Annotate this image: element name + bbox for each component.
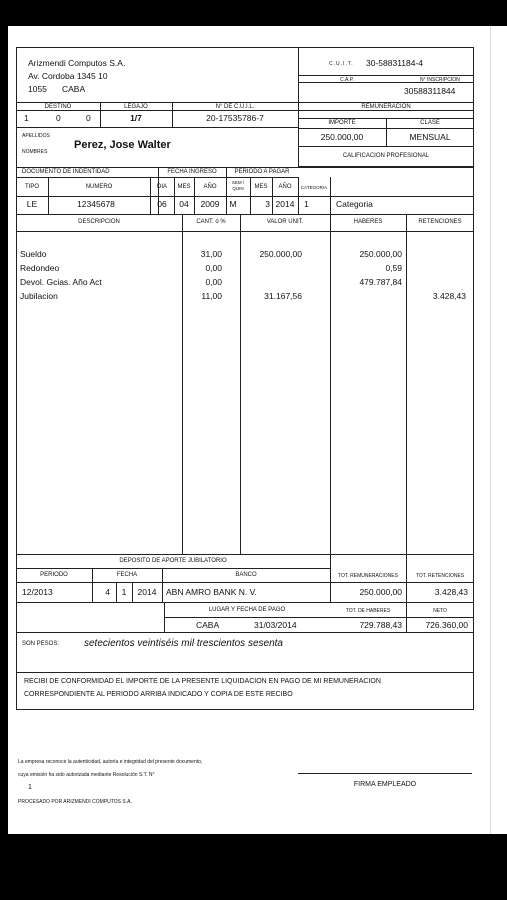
fecha-pago-value: 31/03/2014 bbox=[254, 620, 297, 630]
doc-numero-value: 12345678 bbox=[77, 199, 115, 209]
fecha-ingreso-label: FECHA INGRESO bbox=[167, 169, 217, 175]
descripcion-header: DESCRIPCION bbox=[78, 219, 120, 225]
item-retenciones: 3.428,43 bbox=[432, 291, 466, 301]
item-description: Jubilacion bbox=[20, 291, 58, 301]
item-description: Sueldo bbox=[20, 249, 47, 259]
doc-tipo-value: LE bbox=[26, 199, 38, 209]
employee-name: Perez, Jose Walter bbox=[74, 139, 171, 151]
apellidos-label: APELLIDOS bbox=[22, 133, 50, 139]
item-description: Devol. Gcias. Año Act bbox=[20, 277, 102, 287]
item-cant: 31,00 bbox=[200, 249, 222, 259]
adjacent-page-edge bbox=[490, 26, 507, 834]
numero-label: NUMERO bbox=[85, 184, 113, 190]
nombres-label: NOMBRES bbox=[22, 149, 48, 155]
footer-authenticity-note: La empresa reconoce la autenticidad, autoría e integridad del presente documento, bbox=[18, 759, 203, 765]
lugar-pago-value: CABA bbox=[196, 620, 220, 630]
receipt-line-1: RECIBI DE CONFORMIDAD EL IMPORTE DE LA PRESENTE LIQUIDACION EN PAGO DE MI REMUNERACION bbox=[24, 678, 381, 685]
company-name: Arizmendi Computos S.A. bbox=[28, 58, 126, 68]
importe-value: 250.000,00 bbox=[320, 132, 364, 142]
deposit-banco-value: ABN AMRO BANK N. V. bbox=[166, 587, 257, 597]
tot-retenciones-value: 3.428,43 bbox=[434, 587, 468, 597]
company-address: Av. Cordoba 1345 10 bbox=[28, 71, 108, 81]
sem-quin-label: SEM / QUIN bbox=[231, 180, 245, 191]
categoria-label: CATEGORIA bbox=[300, 185, 328, 190]
item-cant: 0,00 bbox=[205, 277, 222, 287]
cuil-value: 20-17535786-7 bbox=[206, 113, 264, 123]
neto-value: 726.360,00 bbox=[425, 620, 468, 630]
inscription-label: N° INSCRIPCION bbox=[420, 77, 460, 83]
deposit-mes-value: 1 bbox=[121, 587, 127, 597]
legajo-label: LEGAJO bbox=[124, 104, 148, 110]
deposito-title: DEPOSITO DE APORTE JUBILATORIO bbox=[119, 558, 227, 564]
item-valor-unit: 250.000,00 bbox=[259, 249, 302, 259]
item-description: Redondeo bbox=[20, 263, 60, 273]
deposit-periodo-value: 12/2013 bbox=[22, 587, 53, 597]
company-postal-code: 1055 bbox=[28, 84, 47, 94]
periodo-anio-value: 2014 bbox=[275, 199, 295, 209]
lugar-fecha-pago-label: LUGAR Y FECHA DE PAGO bbox=[208, 607, 286, 613]
processed-by-note: PROCESADO POR ARIZMENDI COMPUTOS S.A. bbox=[18, 799, 132, 805]
remuneracion-label: REMUNERACION bbox=[361, 104, 411, 110]
legajo-value: 1/7 bbox=[130, 113, 142, 123]
destino-value-3: 0 bbox=[86, 113, 91, 123]
ingreso-anio-value: 2009 bbox=[200, 199, 220, 209]
tot-haberes-label: TOT. DE HABERES bbox=[345, 608, 391, 614]
categoria-number: 1 bbox=[304, 199, 309, 209]
doc-identidad-label: DOCUMENTO DE INDENTIDAD bbox=[22, 169, 110, 175]
periodo-mes-value: 3 bbox=[265, 199, 270, 209]
item-haberes: 0,59 bbox=[385, 263, 402, 273]
dia-label: DIA bbox=[156, 184, 167, 190]
item-haberes: 479.787,84 bbox=[359, 277, 402, 287]
cap-label: C.A.P. bbox=[340, 77, 354, 83]
cuit-label: C.U.I.T. bbox=[329, 61, 354, 67]
tot-haberes-value: 729.788,43 bbox=[359, 620, 402, 630]
clase-value: MENSUAL bbox=[409, 132, 451, 142]
son-pesos-label: SON PESOS: bbox=[22, 641, 60, 647]
inscription-value: 30588311844 bbox=[404, 86, 456, 96]
destino-value-2: 0 bbox=[56, 113, 61, 123]
ingreso-mes-value: 04 bbox=[179, 199, 189, 209]
signature-line bbox=[298, 773, 472, 774]
tot-remuneraciones-value: 250.000,00 bbox=[359, 587, 402, 597]
calificacion-label: CALIFICACION PROFESIONAL bbox=[342, 153, 430, 159]
valor-unit-header: VALOR UNIT. bbox=[266, 219, 304, 225]
anio2-label: AÑO bbox=[278, 184, 292, 190]
deposit-dia-value: 4 bbox=[105, 587, 110, 597]
mes2-label: MES bbox=[254, 184, 268, 190]
destino-label: DESTINO bbox=[44, 104, 72, 110]
banco-label: BANCO bbox=[235, 572, 257, 578]
tipo-label: TIPO bbox=[24, 184, 39, 190]
fecha-deposit-label: FECHA bbox=[116, 572, 138, 578]
categoria-value: Categoria bbox=[336, 199, 373, 209]
footer-number: 1 bbox=[28, 784, 32, 791]
firma-empleado-label: FIRMA EMPLEADO bbox=[353, 781, 417, 788]
periodo-deposit-label: PERIODO bbox=[40, 572, 68, 578]
item-cant: 0,00 bbox=[205, 263, 222, 273]
tot-remuneraciones-label: TOT. REMUNERACIONES bbox=[338, 573, 398, 579]
item-haberes: 250.000,00 bbox=[359, 249, 402, 259]
neto-label: NETO bbox=[433, 608, 447, 614]
sem-quin-value: M bbox=[229, 199, 237, 209]
receipt-line-2: CORRESPONDIENTE AL PERIODO ARRIBA INDICADO Y COPIA DE ESTE RECIBO bbox=[24, 691, 293, 698]
deposit-anio-value: 2014 bbox=[137, 587, 157, 597]
clase-label: CLASE bbox=[420, 120, 440, 126]
periodo-pagar-label: PERIODO A PAGAR bbox=[234, 169, 290, 175]
cant-header: CANT. ó % bbox=[196, 219, 226, 225]
tot-retenciones-label: TOT. RETENCIONES bbox=[415, 573, 465, 579]
mes-label: MES bbox=[177, 184, 191, 190]
haberes-header: HABERES bbox=[353, 219, 383, 225]
footer-resolution-note: cuya emisión ha sido autorizada mediante Resolución S.T. N° bbox=[18, 772, 155, 778]
item-cant: 11,00 bbox=[201, 291, 222, 301]
company-city: CABA bbox=[62, 84, 86, 94]
item-valor-unit: 31.167,56 bbox=[264, 291, 302, 301]
ingreso-dia-value: 06 bbox=[157, 199, 167, 209]
cuil-label: N° DE C.U.I.L. bbox=[215, 104, 255, 110]
anio-label: AÑO bbox=[203, 184, 217, 190]
retenciones-header: RETENCIONES bbox=[418, 219, 462, 225]
importe-label: IMPORTE bbox=[328, 120, 356, 126]
cuit-value: 30-58831184-4 bbox=[366, 58, 424, 68]
destino-value-1: 1 bbox=[24, 113, 29, 123]
son-pesos-amount-words: setecientos veintiséis mil trescientos sesenta bbox=[84, 638, 283, 649]
